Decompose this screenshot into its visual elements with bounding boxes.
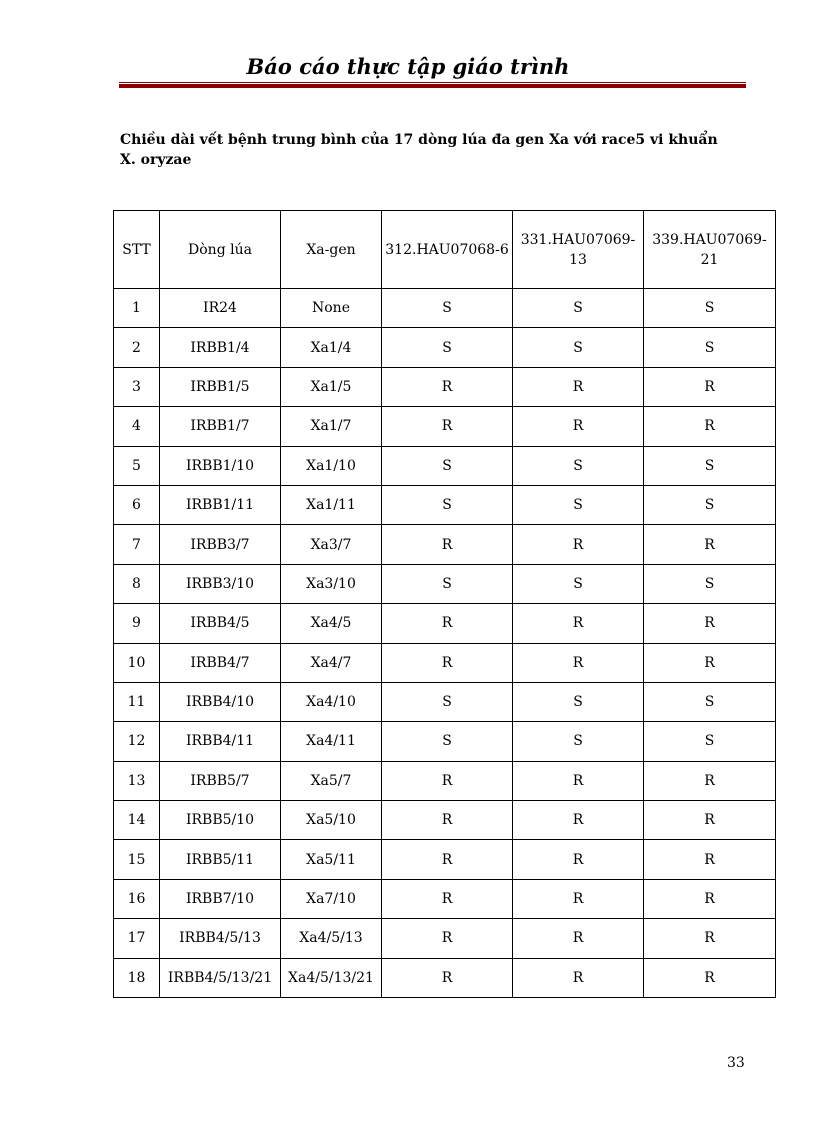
col-header-312: 312.HAU07068-6 bbox=[382, 211, 513, 289]
cell-339: S bbox=[644, 682, 776, 721]
cell-dong-lua: IRBB4/11 bbox=[160, 722, 281, 761]
cell-331: R bbox=[513, 801, 644, 840]
cell-stt: 14 bbox=[114, 801, 160, 840]
cell-331: R bbox=[513, 525, 644, 564]
cell-339: S bbox=[644, 564, 776, 603]
table-row bbox=[114, 761, 776, 800]
cell-dong-lua: IRBB5/10 bbox=[160, 801, 281, 840]
cell-stt: 11 bbox=[114, 682, 160, 721]
cell-xa-gen: Xa1/7 bbox=[281, 407, 382, 446]
cell-312: S bbox=[382, 722, 513, 761]
cell-xa-gen: Xa4/5/13 bbox=[281, 919, 382, 958]
cell-331: R bbox=[513, 840, 644, 879]
table-row bbox=[114, 564, 776, 603]
cell-xa-gen: Xa7/10 bbox=[281, 879, 382, 918]
cell-dong-lua: IRBB3/7 bbox=[160, 525, 281, 564]
table-row bbox=[114, 289, 776, 328]
col-header-stt: STT bbox=[114, 211, 160, 289]
cell-312: R bbox=[382, 525, 513, 564]
cell-dong-lua: IRBB5/11 bbox=[160, 840, 281, 879]
cell-312: R bbox=[382, 879, 513, 918]
table-row bbox=[114, 958, 776, 997]
cell-339: S bbox=[644, 446, 776, 485]
cell-312: S bbox=[382, 682, 513, 721]
cell-stt: 2 bbox=[114, 328, 160, 367]
cell-331: R bbox=[513, 919, 644, 958]
cell-312: R bbox=[382, 919, 513, 958]
cell-stt: 12 bbox=[114, 722, 160, 761]
col-header-xa-gen: Xa-gen bbox=[281, 211, 382, 289]
cell-331: R bbox=[513, 407, 644, 446]
cell-stt: 9 bbox=[114, 604, 160, 643]
cell-331: S bbox=[513, 289, 644, 328]
cell-dong-lua: IRBB1/4 bbox=[160, 328, 281, 367]
header-rule-thick bbox=[119, 84, 746, 88]
cell-stt: 17 bbox=[114, 919, 160, 958]
cell-xa-gen: Xa3/7 bbox=[281, 525, 382, 564]
cell-dong-lua: IRBB4/10 bbox=[160, 682, 281, 721]
cell-331: R bbox=[513, 367, 644, 406]
cell-312: R bbox=[382, 604, 513, 643]
cell-stt: 10 bbox=[114, 643, 160, 682]
table-row bbox=[114, 525, 776, 564]
table-row bbox=[114, 328, 776, 367]
cell-312: S bbox=[382, 446, 513, 485]
table-row bbox=[114, 407, 776, 446]
cell-312: R bbox=[382, 407, 513, 446]
col-header-339: 339.HAU07069-21 bbox=[644, 211, 776, 289]
cell-339: R bbox=[644, 840, 776, 879]
cell-312: S bbox=[382, 485, 513, 524]
cell-331: S bbox=[513, 682, 644, 721]
cell-312: R bbox=[382, 840, 513, 879]
cell-dong-lua: IRBB7/10 bbox=[160, 879, 281, 918]
cell-339: S bbox=[644, 289, 776, 328]
cell-339: R bbox=[644, 604, 776, 643]
col-header-331: 331.HAU07069-13 bbox=[513, 211, 644, 289]
cell-stt: 5 bbox=[114, 446, 160, 485]
header-title: Báo cáo thực tập giáo trình bbox=[246, 54, 570, 79]
cell-312: R bbox=[382, 801, 513, 840]
cell-xa-gen: Xa5/10 bbox=[281, 801, 382, 840]
table-row bbox=[114, 446, 776, 485]
cell-xa-gen: Xa1/11 bbox=[281, 485, 382, 524]
cell-dong-lua: IRBB4/5/13 bbox=[160, 919, 281, 958]
table-row bbox=[114, 840, 776, 879]
page-number: 33 bbox=[727, 1055, 745, 1071]
cell-312: S bbox=[382, 289, 513, 328]
cell-xa-gen: Xa5/11 bbox=[281, 840, 382, 879]
cell-xa-gen: Xa1/10 bbox=[281, 446, 382, 485]
cell-339: R bbox=[644, 801, 776, 840]
cell-xa-gen: Xa4/7 bbox=[281, 643, 382, 682]
cell-stt: 13 bbox=[114, 761, 160, 800]
cell-stt: 6 bbox=[114, 485, 160, 524]
cell-312: R bbox=[382, 761, 513, 800]
cell-stt: 16 bbox=[114, 879, 160, 918]
table-row bbox=[114, 485, 776, 524]
cell-339: S bbox=[644, 485, 776, 524]
cell-xa-gen: Xa4/5 bbox=[281, 604, 382, 643]
cell-331: R bbox=[513, 879, 644, 918]
cell-312: R bbox=[382, 643, 513, 682]
cell-339: S bbox=[644, 722, 776, 761]
cell-331: S bbox=[513, 328, 644, 367]
cell-331: S bbox=[513, 446, 644, 485]
cell-312: R bbox=[382, 958, 513, 997]
cell-dong-lua: IRBB4/5 bbox=[160, 604, 281, 643]
table-row bbox=[114, 682, 776, 721]
cell-dong-lua: IRBB4/5/13/21 bbox=[160, 958, 281, 997]
cell-331: R bbox=[513, 643, 644, 682]
cell-dong-lua: IRBB3/10 bbox=[160, 564, 281, 603]
cell-stt: 4 bbox=[114, 407, 160, 446]
cell-331: R bbox=[513, 958, 644, 997]
table-caption: Chiều dài vết bệnh trung bình của 17 dòng lúa đa gen Xa với race5 vi khuẩn X. oryzae bbox=[120, 132, 718, 168]
cell-dong-lua: IRBB1/7 bbox=[160, 407, 281, 446]
table-row bbox=[114, 367, 776, 406]
cell-stt: 8 bbox=[114, 564, 160, 603]
cell-stt: 1 bbox=[114, 289, 160, 328]
cell-stt: 15 bbox=[114, 840, 160, 879]
table-row bbox=[114, 722, 776, 761]
cell-331: R bbox=[513, 761, 644, 800]
cell-312: R bbox=[382, 367, 513, 406]
cell-339: R bbox=[644, 919, 776, 958]
cell-312: S bbox=[382, 328, 513, 367]
col-header-dong-lua: Dòng lúa bbox=[160, 211, 281, 289]
cell-339: S bbox=[644, 328, 776, 367]
cell-dong-lua: IRBB4/7 bbox=[160, 643, 281, 682]
table-header-row bbox=[114, 211, 776, 289]
cell-xa-gen: Xa1/5 bbox=[281, 367, 382, 406]
cell-xa-gen: None bbox=[281, 289, 382, 328]
header-rule-thin bbox=[119, 82, 746, 83]
cell-339: R bbox=[644, 525, 776, 564]
cell-xa-gen: Xa3/10 bbox=[281, 564, 382, 603]
cell-339: R bbox=[644, 643, 776, 682]
cell-stt: 7 bbox=[114, 525, 160, 564]
cell-dong-lua: IRBB1/10 bbox=[160, 446, 281, 485]
cell-339: R bbox=[644, 367, 776, 406]
cell-331: S bbox=[513, 564, 644, 603]
table-row bbox=[114, 604, 776, 643]
table-row bbox=[114, 919, 776, 958]
cell-339: R bbox=[644, 958, 776, 997]
cell-339: R bbox=[644, 761, 776, 800]
cell-xa-gen: Xa1/4 bbox=[281, 328, 382, 367]
cell-312: S bbox=[382, 564, 513, 603]
cell-dong-lua: IR24 bbox=[160, 289, 281, 328]
cell-dong-lua: IRBB1/5 bbox=[160, 367, 281, 406]
cell-dong-lua: IRBB5/7 bbox=[160, 761, 281, 800]
table-row bbox=[114, 801, 776, 840]
cell-339: R bbox=[644, 879, 776, 918]
table-body bbox=[114, 289, 776, 998]
cell-xa-gen: Xa4/5/13/21 bbox=[281, 958, 382, 997]
results-table bbox=[113, 210, 776, 998]
table-row bbox=[114, 879, 776, 918]
cell-stt: 18 bbox=[114, 958, 160, 997]
cell-339: R bbox=[644, 407, 776, 446]
table-row bbox=[114, 643, 776, 682]
cell-331: S bbox=[513, 722, 644, 761]
cell-xa-gen: Xa4/11 bbox=[281, 722, 382, 761]
cell-dong-lua: IRBB1/11 bbox=[160, 485, 281, 524]
cell-xa-gen: Xa4/10 bbox=[281, 682, 382, 721]
cell-331: R bbox=[513, 604, 644, 643]
cell-331: S bbox=[513, 485, 644, 524]
cell-stt: 3 bbox=[114, 367, 160, 406]
cell-xa-gen: Xa5/7 bbox=[281, 761, 382, 800]
